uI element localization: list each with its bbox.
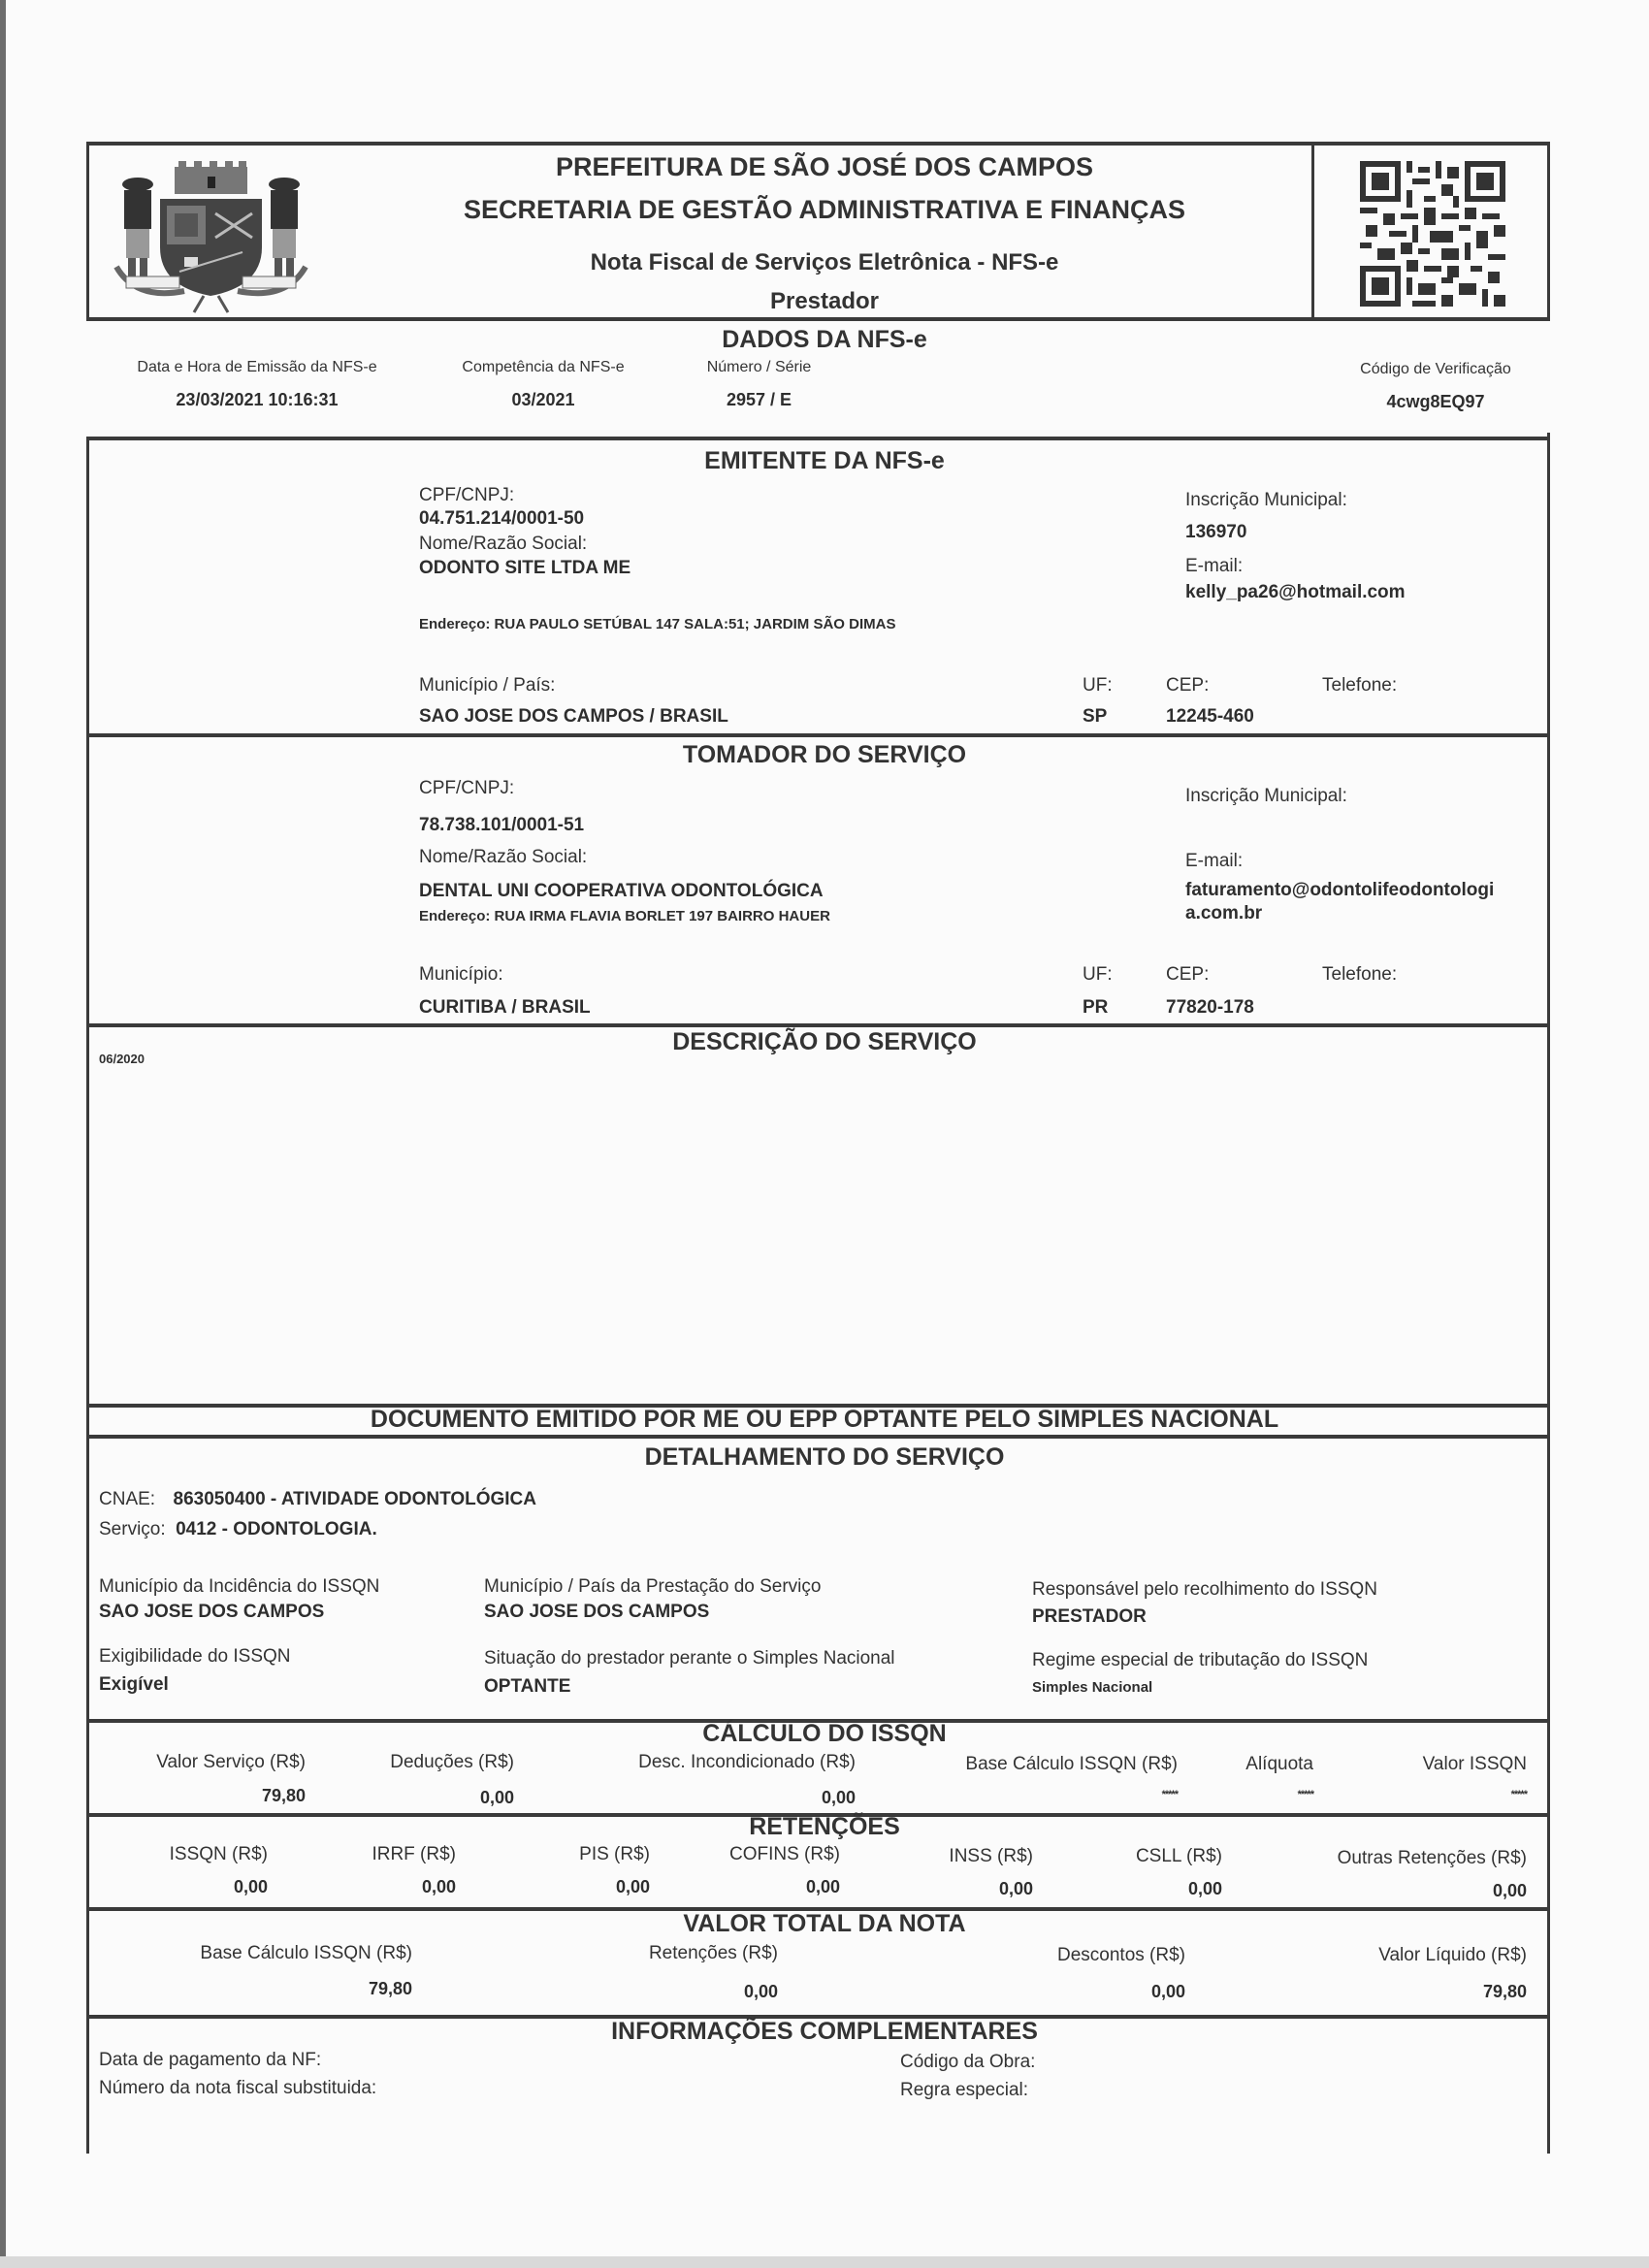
- emitente-cep-label: CEP:: [1166, 675, 1210, 696]
- total-retencoes-value: 0,00: [743, 1982, 778, 2001]
- coat-of-arms-icon: [107, 155, 315, 315]
- emitente-uf-value: SP: [1083, 706, 1108, 727]
- box-right-border: [1547, 433, 1550, 2154]
- emitente-municipio-value: SAO JOSE DOS CAMPOS / BRASIL: [419, 706, 728, 727]
- tomador-endereco-value: RUA IRMA FLAVIA BORLET 197 BAIRRO HAUER: [494, 908, 830, 924]
- numero-value: 2957 / E: [726, 390, 792, 409]
- tomador-telefone-label: Telefone:: [1322, 964, 1398, 985]
- calc-valor-servico-value: 79,80: [261, 1786, 306, 1805]
- data-pagamento-label: Data de pagamento da NF:: [99, 2050, 322, 2070]
- total-base-calculo-label: Base Cálculo ISSQN (R$): [200, 1943, 412, 1963]
- header-doc-type: Nota Fiscal de Serviços Eletrônica - NFS-e: [590, 249, 1059, 275]
- cnae-label: CNAE:: [99, 1489, 156, 1509]
- emissao-value: 23/03/2021 10:16:31: [176, 390, 339, 409]
- competencia-label: Competência da NFS-e: [462, 359, 625, 375]
- divider: [86, 1023, 1550, 1027]
- regra-especial-label: Regra especial:: [900, 2080, 1029, 2100]
- responsavel-value: PRESTADOR: [1032, 1606, 1147, 1627]
- calc-aliquota-label: Alíquota: [1245, 1754, 1313, 1774]
- retencoes-title: RETENÇÕES: [749, 1813, 900, 1840]
- emitente-endereco: [419, 616, 895, 632]
- tomador-nome-label: Nome/Razão Social:: [419, 847, 588, 867]
- tomador-municipio-label: Município:: [419, 964, 503, 985]
- total-descontos-value: 0,00: [1150, 1982, 1185, 2001]
- ret-cofins-value: 0,00: [805, 1877, 840, 1896]
- divider: [86, 142, 89, 321]
- header-prestador: Prestador: [769, 288, 880, 314]
- emitente-nome-label: Nome/Razão Social:: [419, 534, 588, 554]
- ret-csll-value: 0,00: [1187, 1879, 1222, 1898]
- calc-desc-incondicionado-label: Desc. Incondicionado (R$): [638, 1752, 856, 1772]
- ret-irrf-value: 0,00: [421, 1877, 456, 1896]
- ret-inss-value: 0,00: [998, 1879, 1033, 1898]
- ret-outras-value: 0,00: [1492, 1881, 1527, 1900]
- ret-outras-label: Outras Retenções (R$): [1337, 1848, 1527, 1868]
- calculo-title: CÁLCULO DO ISSQN: [702, 1720, 947, 1747]
- emitente-title: EMITENTE DA NFS-e: [704, 447, 945, 474]
- calc-base-calculo-label: Base Cálculo ISSQN (R$): [965, 1754, 1178, 1774]
- valor-total-title: VALOR TOTAL DA NOTA: [683, 1910, 966, 1937]
- ret-issqn-label: ISSQN (R$): [169, 1844, 268, 1864]
- competencia-value: 03/2021: [511, 390, 575, 409]
- calc-valor-servico-label: Valor Serviço (R$): [156, 1752, 306, 1772]
- emissao-label: Data e Hora de Emissão da NFS-e: [137, 359, 377, 375]
- regime-especial-label: Regime especial de tributação do ISSQN: [1032, 1650, 1369, 1670]
- header-prefeitura: PREFEITURA DE SÃO JOSÉ DOS CAMPOS: [555, 152, 1094, 181]
- dados-title: DADOS DA NFS-e: [722, 326, 927, 353]
- calc-desc-incondicionado-value: 0,00: [821, 1788, 856, 1807]
- tomador-cep-label: CEP:: [1166, 964, 1210, 985]
- tomador-cpf-label: CPF/CNPJ:: [419, 778, 515, 798]
- ret-irrf-label: IRRF (R$): [372, 1844, 456, 1864]
- regime-especial-value: Simples Nacional: [1032, 1679, 1153, 1696]
- exigibilidade-label: Exigibilidade do ISSQN: [99, 1646, 291, 1667]
- nota-substituida-label: Número da nota fiscal substituida:: [99, 2078, 377, 2098]
- divider: [86, 1435, 1550, 1439]
- tomador-email-value-line1: faturamento@odontolifeodontologi: [1185, 880, 1495, 900]
- incidencia-label: Município da Incidência do ISSQN: [99, 1576, 380, 1597]
- calc-deducoes-value: 0,00: [479, 1788, 514, 1807]
- divider: [1547, 142, 1550, 321]
- calc-aliquota-value: *****: [1297, 1789, 1313, 1800]
- cnae-row: [99, 1489, 536, 1510]
- emitente-cpf-label: CPF/CNPJ:: [419, 485, 515, 505]
- ret-pis-label: PIS (R$): [579, 1844, 650, 1864]
- responsavel-label: Responsável pelo recolhimento do ISSQN: [1032, 1579, 1377, 1600]
- emitente-cpf-value: 04.751.214/0001-50: [419, 508, 585, 529]
- tomador-cep-value: 77820-178: [1166, 997, 1254, 1018]
- divider: [86, 437, 1550, 440]
- calc-base-calculo-value: *****: [1161, 1789, 1178, 1800]
- emitente-telefone-label: Telefone:: [1322, 675, 1398, 696]
- prestacao-label: Município / País da Prestação do Serviço: [484, 1576, 822, 1597]
- descricao-text: 06/2020: [99, 1052, 145, 1066]
- cnae-value: 863050400 - ATIVIDADE ODONTOLÓGICA: [173, 1489, 537, 1509]
- divider: [86, 733, 1550, 737]
- emitente-im-label: Inscrição Municipal:: [1185, 490, 1347, 510]
- tomador-nome-value: DENTAL UNI COOPERATIVA ODONTOLÓGICA: [419, 881, 824, 901]
- situacao-simples-value: OPTANTE: [484, 1676, 571, 1697]
- tomador-cpf-value: 78.738.101/0001-51: [419, 815, 585, 835]
- codigo-verificacao-label: Código de Verificação: [1360, 361, 1511, 377]
- total-valor-liquido-label: Valor Líquido (R$): [1378, 1945, 1527, 1965]
- codigo-obra-label: Código da Obra:: [900, 2052, 1036, 2072]
- tomador-municipio-value: CURITIBA / BRASIL: [419, 997, 591, 1018]
- emitente-im-value: 136970: [1185, 522, 1247, 542]
- emitente-uf-label: UF:: [1083, 675, 1113, 696]
- prestacao-value: SAO JOSE DOS CAMPOS: [484, 1602, 710, 1622]
- calc-valor-issqn-label: Valor ISSQN: [1422, 1754, 1527, 1774]
- emitente-cep-value: 12245-460: [1166, 706, 1254, 727]
- ret-issqn-value: 0,00: [233, 1877, 268, 1896]
- qr-code-icon: [1360, 161, 1505, 307]
- divider: [1311, 142, 1314, 321]
- tomador-uf-value: PR: [1083, 997, 1109, 1018]
- descricao-title: DESCRIÇÃO DO SERVIÇO: [672, 1028, 977, 1055]
- servico-value: 0412 - ODONTOLOGIA.: [176, 1519, 377, 1539]
- scan-page-edge: [0, 0, 6, 2268]
- exigibilidade-value: Exigível: [99, 1674, 169, 1695]
- emitente-email-label: E-mail:: [1185, 556, 1244, 576]
- servico-label: Serviço:: [99, 1519, 166, 1539]
- emitente-municipio-label: Município / País:: [419, 675, 556, 696]
- tomador-endereco-label: Endereço:: [419, 908, 491, 924]
- header-secretaria: SECRETARIA DE GESTÃO ADMINISTRATIVA E FINANÇAS: [463, 195, 1186, 224]
- ret-inss-label: INSS (R$): [949, 1846, 1033, 1866]
- emitente-endereco-label: Endereço:: [419, 616, 491, 632]
- tomador-email-label: E-mail:: [1185, 851, 1244, 871]
- informacoes-title: INFORMAÇÕES COMPLEMENTARES: [611, 2018, 1038, 2045]
- calc-valor-issqn-value: *****: [1510, 1789, 1527, 1800]
- divider: [86, 317, 1550, 321]
- servico-row: [99, 1519, 377, 1540]
- emitente-email-value: kelly_pa26@hotmail.com: [1185, 582, 1406, 602]
- ret-pis-value: 0,00: [615, 1877, 650, 1896]
- tomador-im-label: Inscrição Municipal:: [1185, 786, 1347, 806]
- situacao-simples-label: Situação do prestador perante o Simples Nacional: [484, 1648, 895, 1669]
- divider: [86, 142, 1550, 146]
- total-descontos-label: Descontos (R$): [1057, 1945, 1185, 1965]
- incidencia-value: SAO JOSE DOS CAMPOS: [99, 1602, 325, 1622]
- total-valor-liquido-value: 79,80: [1482, 1982, 1527, 2001]
- ret-cofins-label: COFINS (R$): [729, 1844, 840, 1864]
- total-retencoes-label: Retenções (R$): [648, 1943, 778, 1963]
- emitente-nome-value: ODONTO SITE LTDA ME: [419, 558, 631, 578]
- scan-bottom-edge: [0, 2256, 1649, 2268]
- tomador-email-value-line2: a.com.br: [1185, 903, 1263, 923]
- tomador-uf-label: UF:: [1083, 964, 1113, 985]
- tomador-endereco: [419, 908, 830, 924]
- tomador-title: TOMADOR DO SERVIÇO: [682, 741, 967, 768]
- ret-csll-label: CSLL (R$): [1135, 1846, 1222, 1866]
- total-base-calculo-value: 79,80: [368, 1979, 412, 1998]
- simples-nacional-banner: DOCUMENTO EMITIDO POR ME OU EPP OPTANTE PELO SIMPLES NACIONAL: [370, 1406, 1279, 1433]
- calc-deducoes-label: Deduções (R$): [390, 1752, 514, 1772]
- detalhamento-title: DETALHAMENTO DO SERVIÇO: [644, 1443, 1005, 1471]
- box-left-border: [86, 437, 89, 2154]
- codigo-verificacao-value: 4cwg8EQ97: [1386, 392, 1485, 411]
- numero-label: Número / Série: [706, 359, 812, 375]
- emitente-endereco-value: RUA PAULO SETÚBAL 147 SALA:51; JARDIM SÃO DIMAS: [494, 616, 896, 632]
